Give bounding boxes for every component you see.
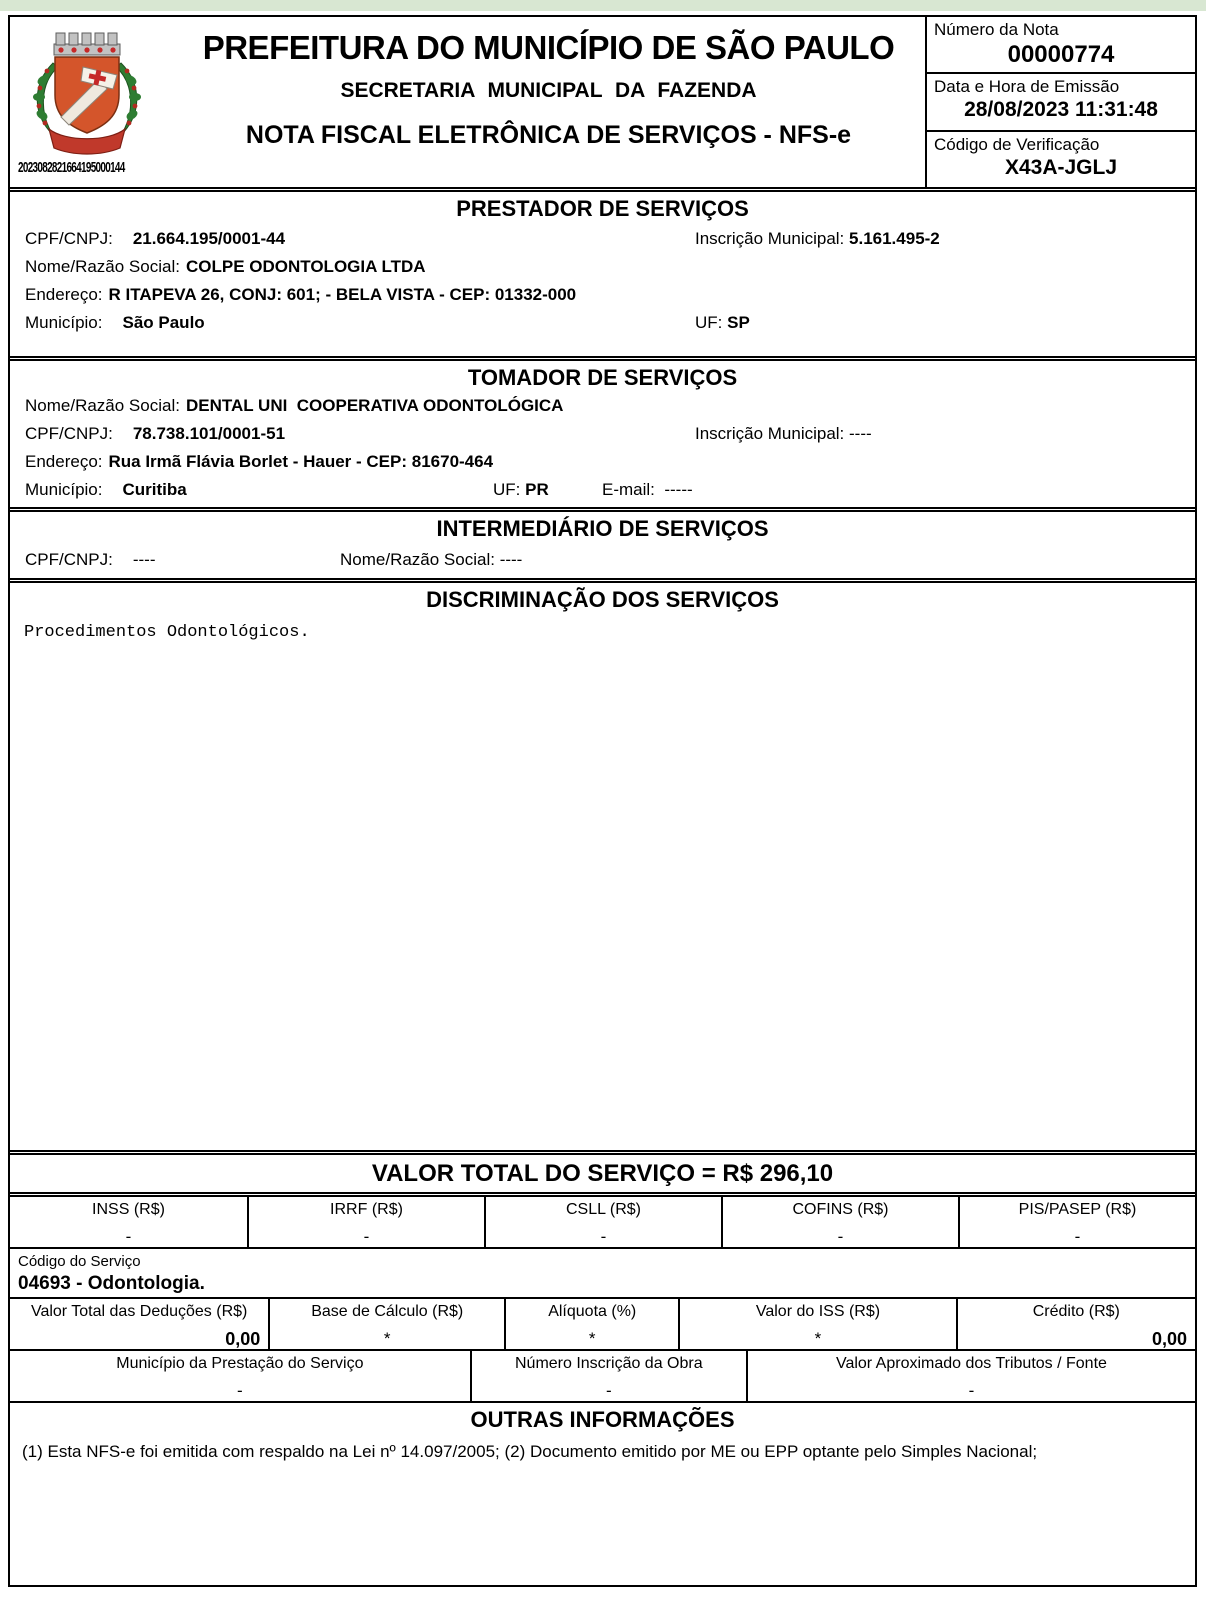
base-calculo-value: * [383, 1329, 391, 1348]
intermediario-row [10, 546, 1195, 574]
municipio-prestacao-value: - [237, 1381, 243, 1400]
prestador-cpf-label: CPF/CNPJ: [25, 229, 113, 248]
prestador-im-field [695, 225, 940, 253]
header-section [10, 17, 1195, 187]
tomador-municipio-value: Curitiba [122, 480, 187, 499]
pis-pasep-value: - [1074, 1227, 1081, 1246]
tributos-fonte-cell [746, 1351, 1195, 1401]
tomador-uf-label: UF: [493, 480, 521, 499]
verificacao-cell [927, 130, 1195, 187]
tomador-uf-field [493, 476, 549, 504]
tomador-im-field [695, 420, 872, 448]
credito-value: 0,00 [1151, 1329, 1187, 1349]
tomador-cpf-value: 78.738.101/0001-51 [132, 424, 286, 443]
verificacao-label: Código de Verificação [934, 134, 1100, 154]
prestador-municipio-row [10, 309, 1195, 337]
valor-iss-value: * [814, 1329, 822, 1348]
prestador-endereco-label: Endereço: [25, 285, 103, 304]
tomador-section [10, 356, 1195, 507]
nfse-code-number: 2023082821664195000144 [18, 159, 125, 176]
credito-label: Crédito (R$) [1032, 1303, 1120, 1320]
outras-informacoes-section [10, 1401, 1195, 1585]
tomador-email-value: ----- [664, 480, 693, 499]
prestador-municipio-label: Município: [25, 313, 103, 332]
discriminacao-title: DISCRIMINAÇÃO DOS SERVIÇOS [426, 587, 779, 612]
discriminacao-text: Procedimentos Odontológicos. [24, 623, 310, 642]
intermediario-cpf-label: CPF/CNPJ: [25, 550, 113, 569]
tomador-nome-value: DENTAL UNI COOPERATIVA ODONTOLÓGICA [185, 396, 564, 415]
tomador-im-value: ---- [849, 424, 872, 443]
prestador-cpf-value: 21.664.195/0001-44 [132, 229, 286, 248]
valor-iss-cell [678, 1299, 955, 1349]
extras-row [10, 1349, 1195, 1401]
tomador-title: TOMADOR DE SERVIÇOS [467, 365, 738, 390]
prefeitura-title: PREFEITURA DO MUNICÍPIO DE SÃO PAULO [202, 29, 895, 66]
aliquota-value: * [588, 1329, 596, 1348]
numero-nota-cell [927, 17, 1195, 72]
tomador-municipio-label: Município: [25, 480, 103, 499]
tomador-email-field [602, 476, 693, 504]
nfse-document [8, 15, 1197, 1587]
aliquota-label: Alíquota (%) [548, 1303, 637, 1320]
prestador-uf-label: UF: [695, 313, 723, 332]
intermediario-nome-value: ---- [499, 550, 523, 569]
header-meta-box [925, 17, 1195, 187]
inss-cell [10, 1197, 247, 1247]
intermediario-title: INTERMEDIÁRIO DE SERVIÇOS [436, 516, 769, 541]
intermediario-cpf-value: ---- [132, 550, 156, 569]
intermediario-nome-field [340, 546, 522, 574]
verificacao-value: X43A-JGLJ [1004, 155, 1118, 179]
pis-pasep-cell [958, 1197, 1195, 1247]
tomador-email-label: E-mail: [602, 480, 655, 499]
emissao-value: 28/08/2023 11:31:48 [964, 98, 1158, 122]
tomador-municipio-row [10, 476, 1195, 504]
cofins-label: COFINS (R$) [792, 1201, 889, 1218]
prestador-title: PRESTADOR DE SERVIÇOS [456, 196, 749, 221]
base-calculo-label: Base de Cálculo (R$) [311, 1303, 464, 1320]
tomador-endereco-row [10, 448, 1195, 476]
nfse-doc-title: NOTA FISCAL ELETRÔNICA DE SERVIÇOS - NFS-e [245, 121, 852, 149]
outras-informacoes-title: OUTRAS INFORMAÇÕES [470, 1407, 735, 1432]
prestador-im-value: 5.161.495-2 [849, 229, 940, 248]
irrf-value: - [363, 1227, 370, 1246]
inscricao-obra-value: - [605, 1381, 612, 1400]
intermediario-nome-label: Nome/Razão Social: [340, 550, 495, 569]
valor-iss-label: Valor do ISS (R$) [755, 1303, 881, 1320]
prestador-cpf-row [10, 225, 1195, 253]
inss-value: - [125, 1227, 132, 1246]
tributos-fonte-value: - [968, 1381, 975, 1400]
numero-nota-value: 00000774 [1007, 41, 1115, 68]
discriminacao-section [10, 578, 1195, 1150]
irrf-label: IRRF (R$) [330, 1201, 403, 1218]
logo-area [10, 17, 172, 187]
cofins-cell [721, 1197, 958, 1247]
aliquota-cell [504, 1299, 678, 1349]
codigo-servico-row [10, 1247, 1195, 1297]
header-titles [172, 17, 925, 187]
municipio-prestacao-cell [10, 1351, 470, 1401]
page-top-strip [0, 0, 1206, 11]
tomador-endereco-value: Rua Irmã Flávia Borlet - Hauer - CEP: 81670-464 [108, 452, 494, 471]
csll-label: CSLL (R$) [566, 1201, 641, 1218]
tomador-cpf-label: CPF/CNPJ: [25, 424, 113, 443]
emissao-label: Data e Hora de Emissão [934, 77, 1120, 97]
inscricao-obra-cell [470, 1351, 746, 1401]
prestador-uf-field [695, 309, 750, 337]
irrf-cell [247, 1197, 484, 1247]
tomador-nome-label: Nome/Razão Social: [25, 396, 180, 415]
secretaria-subtitle: SECRETARIA MUNICIPAL DA FAZENDA [340, 79, 757, 102]
prestador-municipio-value: São Paulo [122, 313, 205, 332]
deducoes-value: 0,00 [225, 1329, 261, 1349]
deducoes-cell [10, 1299, 268, 1349]
outras-informacoes-text: (1) Esta NFS-e foi emitida com respaldo na Lei nº 14.097/2005; (2) Documento emitido por ME ou EPP optante pelo Simples Nacional; [22, 1442, 1038, 1461]
deducoes-label: Valor Total das Deduções (R$) [30, 1303, 248, 1320]
prestador-nome-label: Nome/Razão Social: [25, 257, 180, 276]
tomador-im-label: Inscrição Municipal: [695, 424, 845, 443]
pis-pasep-label: PIS/PASEP (R$) [1018, 1201, 1137, 1218]
tomador-uf-value: PR [525, 480, 549, 499]
prestador-endereco-value: R ITAPEVA 26, CONJ: 601; - BELA VISTA - CEP: 01332-000 [108, 285, 577, 304]
prestador-section [10, 187, 1195, 356]
credito-cell [956, 1299, 1195, 1349]
tomador-cpf-row [10, 420, 1195, 448]
prestador-nome-row [10, 253, 1195, 281]
csll-cell [484, 1197, 721, 1247]
emissao-cell [927, 72, 1195, 129]
prestador-uf-value: SP [727, 313, 750, 332]
base-calculo-cell [268, 1299, 504, 1349]
municipio-prestacao-label: Município da Prestação do Serviço [116, 1355, 364, 1372]
cofins-value: - [837, 1227, 844, 1246]
valor-total-row: VALOR TOTAL DO SERVIÇO = R$ 296,10 [10, 1150, 1195, 1192]
tomador-endereco-label: Endereço: [25, 452, 103, 471]
prestador-endereco-row [10, 281, 1195, 309]
inscricao-obra-label: Número Inscrição da Obra [514, 1355, 703, 1372]
inss-label: INSS (R$) [92, 1201, 165, 1218]
tomador-nome-row [10, 392, 1195, 420]
prestador-nome-value: COLPE ODONTOLOGIA LTDA [185, 257, 426, 276]
codigo-servico-value: 04693 - Odontologia. [18, 1273, 205, 1294]
intermediario-section [10, 507, 1195, 578]
sao-paulo-coat-of-arms-icon [26, 25, 148, 155]
impostos-row [10, 1192, 1195, 1247]
detalhes-row [10, 1297, 1195, 1349]
csll-value: - [600, 1227, 607, 1246]
prestador-im-label: Inscrição Municipal: [695, 229, 845, 248]
numero-nota-label: Número da Nota [934, 20, 1059, 39]
codigo-servico-label: Código do Serviço [18, 1253, 141, 1270]
tributos-fonte-label: Valor Aproximado dos Tributos / Fonte [835, 1355, 1107, 1372]
